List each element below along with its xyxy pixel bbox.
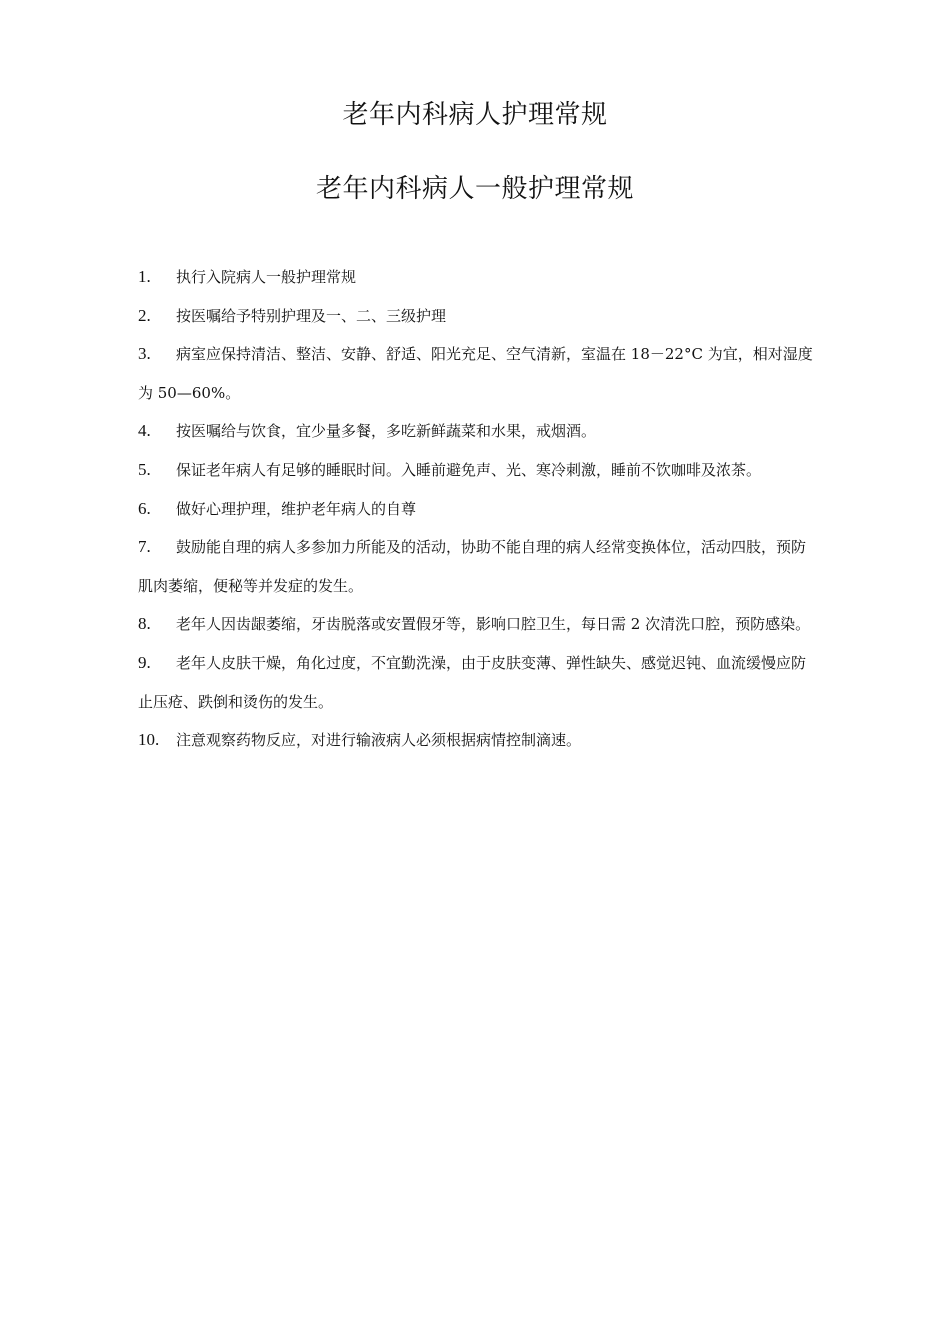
item-text: 做好心理护理，维护老年病人的自尊 (176, 499, 417, 518)
list-item (138, 490, 818, 529)
list-item (138, 451, 818, 490)
item-number: 7. (138, 537, 151, 557)
item-number: 6. (138, 498, 151, 518)
nursing-rules-list (138, 258, 818, 760)
item-number: 8. (138, 614, 151, 634)
document-subtitle: 老年内科病人一般护理常规 (315, 174, 634, 204)
item-text: 病室应保持清洁、整洁、安静、舒适、阳光充足、空气清新，室温在 18－22°C 为宜，相对湿度为 50—60%。 (138, 345, 813, 402)
item-number: 5. (138, 459, 151, 479)
item-text: 按医嘱给与饮食，宜少量多餐，多吃新鲜蔬菜和水果，戒烟酒。 (176, 422, 597, 441)
item-number: 1. (138, 267, 151, 286)
list-item (138, 258, 818, 297)
list-item (138, 335, 818, 412)
item-text: 老年人皮肤干燥，角化过度，不宜勤洗澡，由于皮肤变薄、弹性缺失、感觉迟钝、血流缓慢应防止压疮、跌倒和烫伤的发生。 (138, 653, 807, 711)
list-item (138, 412, 818, 451)
item-number: 10. (138, 730, 160, 750)
list-item (138, 721, 818, 760)
item-text: 注意观察药物反应，对进行输液病人必须根据病情控制滴速。 (176, 731, 582, 750)
list-item (138, 644, 818, 721)
item-text: 老年人因齿龈萎缩，牙齿脱落或安置假牙等，影响口腔卫生，每日需 2 次清洗口腔，预防感染。 (176, 615, 811, 634)
item-number: 4. (138, 421, 151, 441)
item-text: 执行入院病人一般护理常规 (176, 268, 357, 286)
document-title: 老年内科病人护理常规 (342, 100, 608, 130)
item-number: 2. (138, 305, 151, 325)
list-item (138, 528, 818, 605)
item-number: 3. (138, 344, 151, 364)
item-text: 保证老年病人有足够的睡眠时间。入睡前避免声、光、寒冷刺激，睡前不饮咖啡及浓茶。 (176, 460, 762, 479)
item-text: 鼓励能自理的病人多参加力所能及的活动，协助不能自理的病人经常变换体位，活动四肢，预防肌肉萎缩，便秘等并发症的发生。 (138, 538, 807, 595)
list-item (138, 297, 818, 336)
item-number: 9. (138, 652, 151, 672)
item-text: 按医嘱给予特别护理及一、二、三级护理 (176, 306, 447, 325)
list-item (138, 605, 818, 644)
